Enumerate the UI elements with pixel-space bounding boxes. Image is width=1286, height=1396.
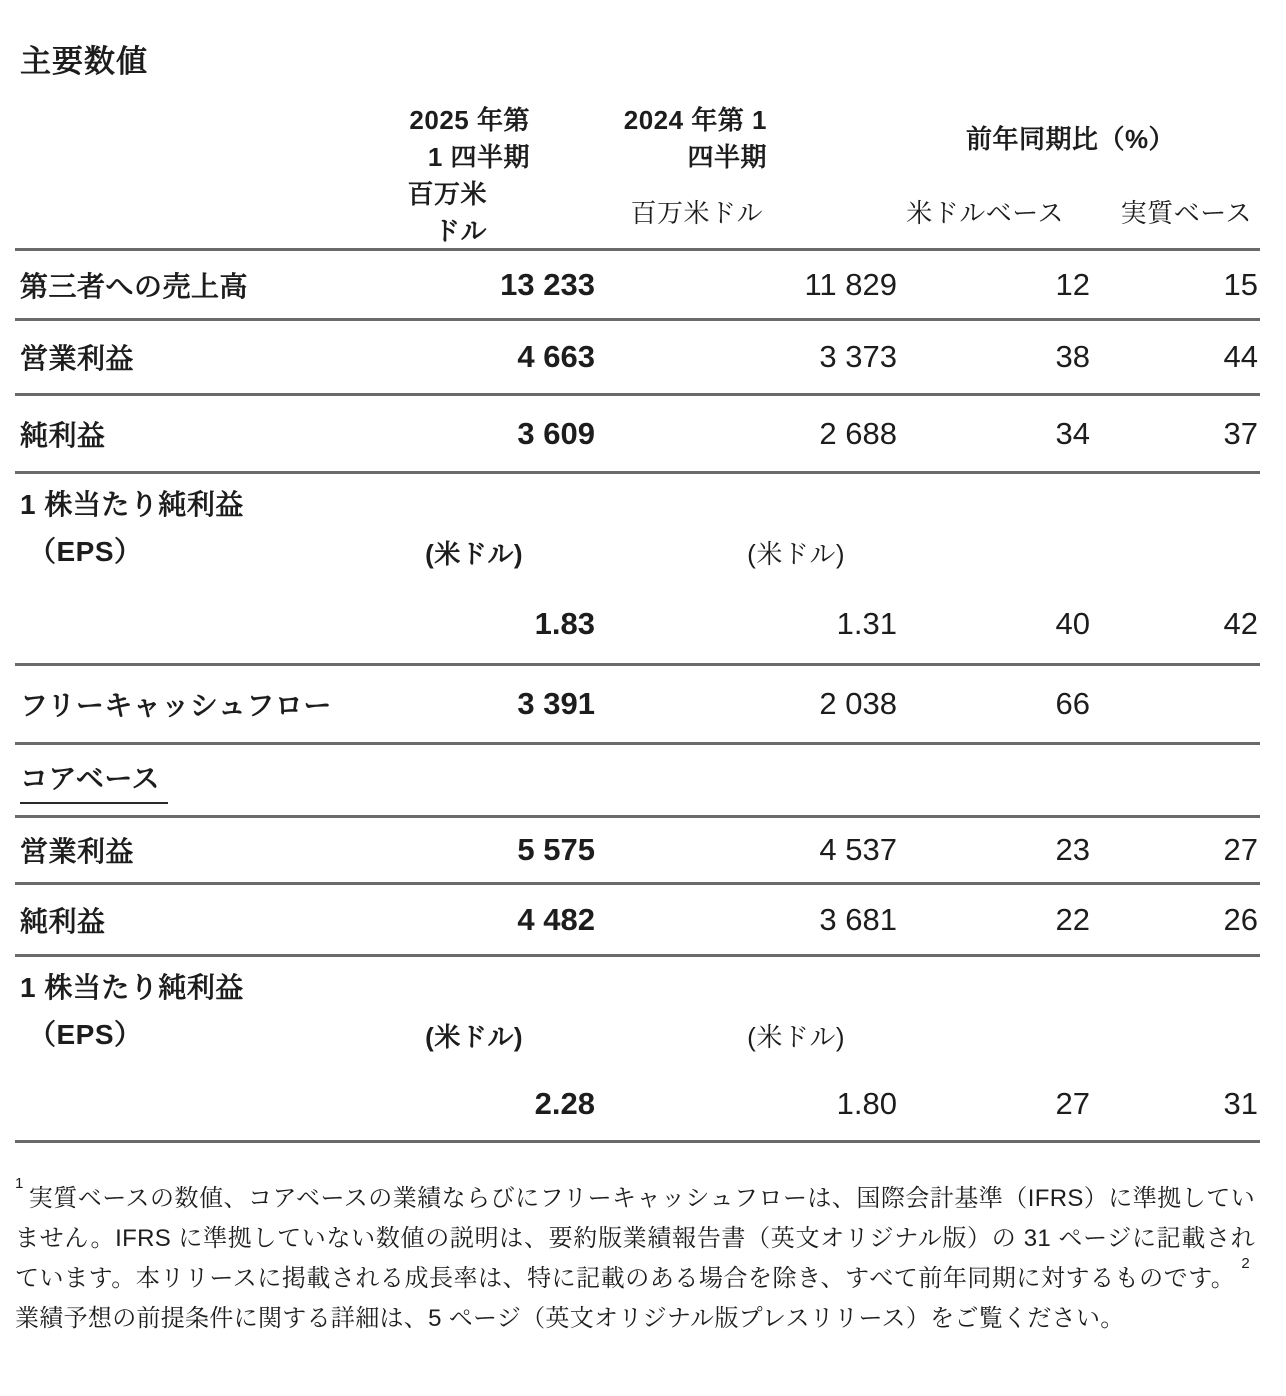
footnotes xyxy=(15,1175,1255,1339)
key-figures-table xyxy=(15,100,1260,1143)
header-row-periods xyxy=(15,100,1260,174)
value-cer-change xyxy=(1090,665,1260,744)
unit-usd-basis: 米ドルベース xyxy=(906,197,1064,228)
unit-2024: 百万米ドル xyxy=(630,197,763,228)
unit-cer-basis: 実質ベース xyxy=(1120,197,1252,228)
value-usd-change: 40 xyxy=(1055,605,1090,641)
value-usd-change: 23 xyxy=(897,817,1090,884)
value-2024: 1.80 xyxy=(595,1068,897,1142)
eps-unit-2025: (米ドル) xyxy=(400,473,595,585)
footnote-marker-1: 1 xyxy=(15,1175,24,1192)
value-cer-change: 44 xyxy=(1090,320,1260,395)
eps-label-line2: （EPS） xyxy=(28,1019,143,1050)
value-2025: 4 482 xyxy=(400,884,595,956)
table-row-core-heading xyxy=(15,744,1260,817)
value-2024: 3 373 xyxy=(595,320,897,395)
row-label: 純利益 xyxy=(15,884,400,956)
page-title: 主要数値 xyxy=(20,44,148,79)
header-row-units xyxy=(15,174,1260,250)
eps-unit-2025: (米ドル) xyxy=(400,956,595,1068)
value-cer-change: 26 xyxy=(1090,884,1260,956)
row-label: フリーキャッシュフロー xyxy=(15,665,400,744)
table-row-core-eps-values xyxy=(15,1068,1260,1142)
value-2025: 1.83 xyxy=(534,605,595,641)
value-usd-change: 22 xyxy=(897,884,1090,956)
value-2025: 13 233 xyxy=(400,250,595,320)
value-2024: 4 537 xyxy=(595,817,897,884)
table-row-net-income xyxy=(15,395,1260,473)
value-cer-change: 42 xyxy=(1223,605,1258,641)
row-label: 営業利益 xyxy=(15,320,400,395)
value-2025: 2.28 xyxy=(400,1068,595,1142)
value-2025: 5 575 xyxy=(400,817,595,884)
value-2025: 4 663 xyxy=(400,320,595,395)
table-row-core-operating-income xyxy=(15,817,1260,884)
value-cer-change: 27 xyxy=(1090,817,1260,884)
value-usd-change: 38 xyxy=(897,320,1090,395)
eps-unit-2024: (米ドル) xyxy=(595,473,897,585)
eps-label-line2: （EPS） xyxy=(28,536,143,567)
table-row-core-eps-label xyxy=(15,956,1260,1068)
header-empty xyxy=(15,100,400,174)
header-yoy: 前年同期比（%） xyxy=(965,123,1176,154)
value-usd-change: 66 xyxy=(897,665,1090,744)
empty-cell xyxy=(15,1068,400,1142)
value-usd-change: 27 xyxy=(897,1068,1090,1142)
table-row-core-net-income xyxy=(15,884,1260,956)
table-row-operating-income xyxy=(15,320,1260,395)
core-heading-text: コアベース xyxy=(20,757,168,804)
table-row-sales xyxy=(15,250,1260,320)
row-label: 純利益 xyxy=(15,395,400,473)
value-2024: 3 681 xyxy=(595,884,897,956)
unit-2025: 百万米ドル xyxy=(407,179,487,246)
header-empty xyxy=(15,174,400,250)
value-2024: 2 688 xyxy=(595,395,897,473)
eps-unit-2024: (米ドル) xyxy=(595,956,897,1068)
empty-cell xyxy=(897,473,1090,585)
header-q1-2025: 2025 年第 1 四半期 xyxy=(409,105,530,172)
value-2024: 1.31 xyxy=(836,605,897,641)
footnote-text-2: 業績予想の前提条件に関する詳細は、5 ページ（英文オリジナル版プレスリリース）をご覧ください。 xyxy=(15,1305,1125,1332)
footnote-marker-2: 2 xyxy=(1241,1255,1251,1272)
row-label: 第三者への売上高 xyxy=(15,250,400,320)
row-label-eps xyxy=(15,473,400,585)
eps-label-line1: 1 株当たり純利益 xyxy=(20,972,244,1003)
value-2025: 3 609 xyxy=(400,395,595,473)
row-label-eps xyxy=(15,956,400,1068)
value-2024: 2 038 xyxy=(595,665,897,744)
table-row-eps-values xyxy=(15,585,1260,665)
value-usd-change: 12 xyxy=(897,250,1090,320)
core-section-heading xyxy=(15,744,1260,817)
value-cer-change: 15 xyxy=(1090,250,1260,320)
eps-label-line1: 1 株当たり純利益 xyxy=(20,489,244,520)
value-2025: 3 391 xyxy=(400,665,595,744)
value-cer-change: 31 xyxy=(1090,1068,1260,1142)
header-q1-2024: 2024 年第 1 四半期 xyxy=(623,105,767,172)
value-usd-change: 34 xyxy=(897,395,1090,473)
footnote-text-1: 実質ベースの数値、コアベースの業績ならびにフリーキャッシュフローは、国際会計基準（IFRS）に準拠していません。IFRS に準拠していない数値の説明は、要約版業績報告書（英文オリジナル版）の 31 ページに記載されています。本リリースに掲載される成長率は、特に記載のある場合を除き、すべて前年同期に対するものです。 xyxy=(15,1185,1255,1292)
table-row-free-cash-flow xyxy=(15,665,1260,744)
empty-cell xyxy=(897,956,1090,1068)
value-2024: 11 829 xyxy=(595,250,897,320)
empty-cell xyxy=(1090,956,1260,1068)
empty-cell xyxy=(1090,473,1260,585)
table-row-eps-label xyxy=(15,473,1260,585)
row-label: 営業利益 xyxy=(15,817,400,884)
value-cer-change: 37 xyxy=(1090,395,1260,473)
empty-cell xyxy=(15,585,400,665)
